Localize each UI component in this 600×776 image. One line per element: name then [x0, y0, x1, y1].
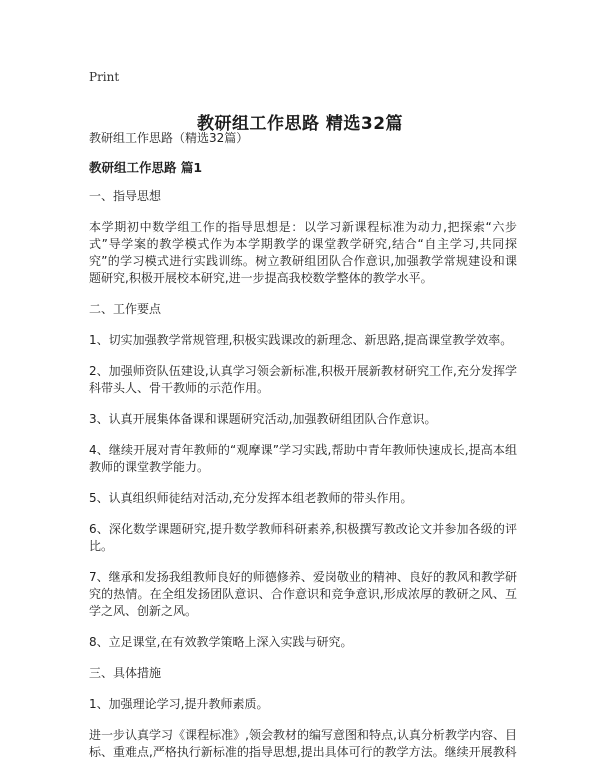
document-title: 教研组工作思路 精选32篇: [196, 114, 404, 135]
paragraph: 进一步认真学习《课程标准》,领会教材的编写意图和特点,认真分析教学内容、目标、重难点,严格执行新标准的指导思想,提出具体可行的教学方法。继续开展教科: [89, 728, 517, 759]
list-item: 8、立足课堂,在有效教学策略上深入实践与研究。: [89, 635, 353, 649]
document-subtitle: 教研组工作思路（精选32篇）: [89, 131, 249, 145]
print-link[interactable]: Print: [89, 70, 120, 84]
list-item: 5、认真组织师徒结对活动,充分发挥本组老教师的带头作用。: [89, 491, 413, 505]
list-item: 1、加强理论学习,提升教师素质。: [89, 697, 269, 711]
list-item: 6、深化数学课题研究,提升数学教师科研素养,积极撰写教改论文并参加各级的评比。: [89, 522, 517, 553]
heading-guiding-ideology: 一、指导思想: [89, 189, 162, 203]
list-item: 2、加强师资队伍建设,认真学习领会新标准,积极开展新教材研究工作,充分发挥学科带头人、骨干教师的示范作用。: [89, 364, 517, 395]
section-heading: 教研组工作思路 篇1: [89, 160, 203, 175]
document-body: [89, 130, 517, 775]
list-item: 7、继承和发扬我组教师良好的师德修养、爱岗敬业的精神、良好的教风和教学研究的热情。在全组发扬团队意识、合作意识和竞争意识,形成浓厚的教研之风、互学之风、创新之风。: [89, 570, 517, 618]
list-item: 4、继续开展对青年教师的“观摩课”学习实践,帮助中青年教师快速成长,提高本组教师的课堂教学能力。: [89, 443, 517, 474]
heading-measures: 三、具体措施: [89, 666, 162, 680]
heading-work-points: 二、工作要点: [89, 302, 162, 316]
list-item: 3、认真开展集体备课和课题研究活动,加强教研组团队合作意识。: [89, 412, 437, 426]
paragraph: 本学期初中数学组工作的指导思想是：以学习新课程标准为动力,把探索“六步式”导学案的教学模式作为本学期教学的课堂教学研究,结合“自主学习,共同探究”的学习模式进行实践训练。树立教研组团队合作意识,加强教学常规建设和课题研究,积极开展校本研究,进一步提高我校数学整体的教学水平。: [89, 220, 517, 285]
list-item: 1、切实加强教学常规管理,积极实践课改的新理念、新思路,提高课堂教学效率。: [89, 333, 513, 347]
